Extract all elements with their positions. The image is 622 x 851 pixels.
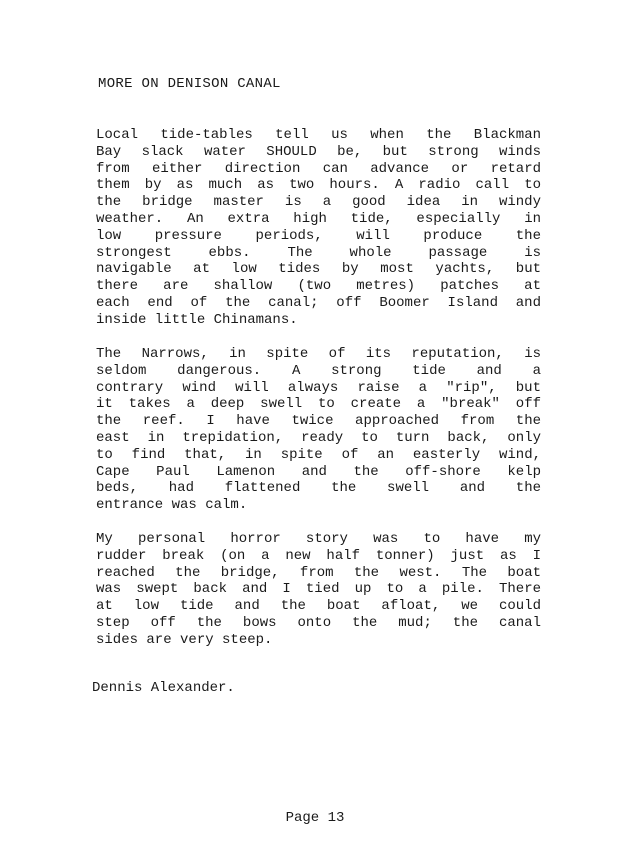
text-line: weather. An extra high tide, especially in	[96, 210, 541, 227]
paragraph-3	[96, 531, 541, 649]
text-line: the reef. I have twice approached from the	[96, 413, 541, 430]
text-line: strongest ebbs. The whole passage is	[96, 244, 541, 261]
text-line: Bay slack water SHOULD be, but strong winds	[96, 143, 541, 160]
text-line: each end of the canal; off Boomer Island and	[96, 294, 541, 311]
text-line: east in trepidation, ready to turn back, only	[96, 429, 541, 446]
text-line: Cape Paul Lamenon and the off-shore kelp	[96, 463, 541, 480]
text-line: the bridge master is a good idea in windy	[96, 194, 541, 211]
text-line: beds, had flattened the swell and the	[96, 480, 541, 497]
text-line: Local tide-tables tell us when the Blackman	[96, 127, 541, 143]
text-line: The Narrows, in spite of its reputation, is	[96, 346, 541, 362]
text-line: at low tide and the boat afloat, we could	[96, 598, 541, 615]
text-line: entrance was calm.	[96, 497, 248, 514]
article-title: MORE ON DENISON CANAL	[98, 76, 281, 92]
text-line: navigable at low tides by most yachts, but	[96, 261, 541, 278]
text-line: sides are very steep.	[96, 631, 273, 648]
text-line: it takes a deep swell to create a "break" off	[96, 396, 541, 413]
text-line: inside little Chinamans.	[96, 311, 298, 328]
text-line: them by as much as two hours. A radio call to	[96, 177, 541, 194]
paragraph-1	[96, 127, 541, 329]
page-number: Page 13	[285, 810, 345, 826]
text-line: rudder break (on a new half tonner) just as I	[96, 547, 541, 564]
text-line: there are shallow (two metres) patches at	[96, 278, 541, 295]
text-line: was swept back and I tied up to a pile. There	[96, 581, 541, 598]
text-line: to find that, in spite of an easterly wind,	[96, 446, 541, 463]
author-signature: Dennis Alexander.	[92, 680, 235, 696]
text-line: seldom dangerous. A strong tide and a	[96, 362, 541, 379]
text-line: My personal horror story was to have my	[96, 531, 541, 547]
text-line: step off the bows onto the mud; the canal	[96, 614, 541, 631]
paragraph-2	[96, 346, 541, 514]
text-line: from either direction can advance or retard	[96, 160, 541, 177]
text-line: reached the bridge, from the west. The boat	[96, 564, 541, 581]
text-line: low pressure periods, will produce the	[96, 227, 541, 244]
text-line: contrary wind will always raise a "rip", but	[96, 379, 541, 396]
